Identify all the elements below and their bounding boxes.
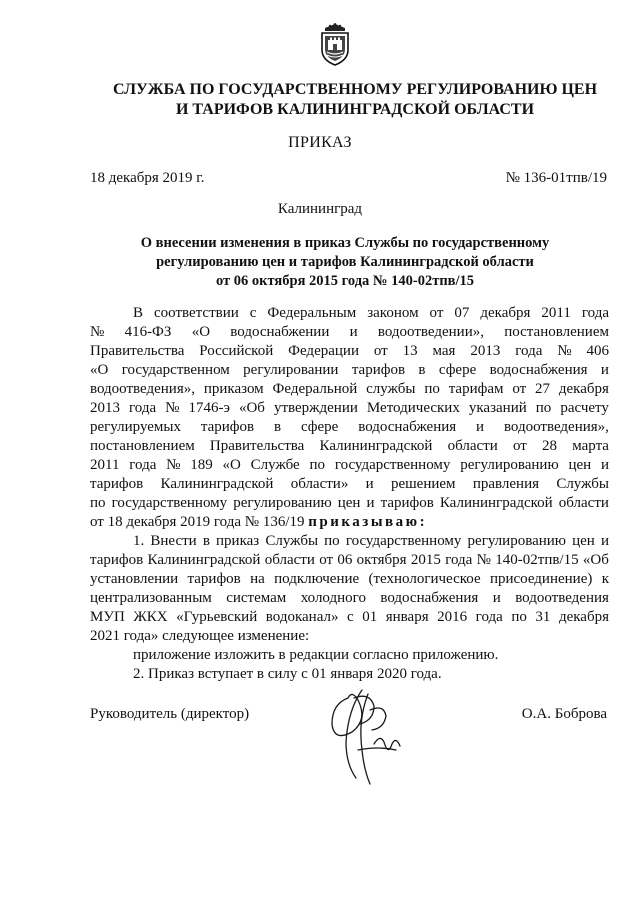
word: утверждении [273,400,358,416]
word: и [366,495,375,511]
word: 2011 [541,305,571,321]
document-subject [80,234,610,291]
organization-name [60,80,640,120]
word: тарифов [200,419,255,435]
word: цен [572,533,595,549]
word: правления [472,476,540,492]
document-date: 18 декабря 2019 г. [90,170,205,186]
word: государственном [121,362,230,378]
word: «О [191,324,211,340]
word: водоотведения», [90,381,195,397]
word: 1746-э [188,400,230,416]
signer-title: Руководитель (директор) [90,706,250,722]
word: водоотведения [515,590,609,606]
p2-lines-line [90,551,609,570]
word: присоединение) [489,571,593,587]
p1-lines-line [90,304,609,323]
coat-of-arms-emblem [318,22,352,66]
paragraph-basis-last-line [90,513,609,532]
word: 189 [190,457,213,473]
change-text: приложение изложить в редакции согласно приложению. [133,647,499,663]
word: сфере [300,419,339,435]
word: мая [432,343,456,359]
word: цен [568,457,592,473]
word: и [476,419,485,435]
word: «Гурьевский [176,609,258,625]
word: № [165,400,180,416]
word: и [600,457,609,473]
order-word: приказываю: [308,514,428,530]
word: указаний [468,400,527,416]
org-line-1: СЛУЖБА ПО ГОСУДАРСТВЕННОМУ РЕГУЛИРОВАНИЮ ЦЕН [112,81,598,98]
word: тарифам [448,381,504,397]
word: Калининградской [439,495,553,511]
word: и [349,324,358,340]
word: «Об [238,400,265,416]
word: 28 [542,438,558,454]
word: 2011 [90,457,120,473]
item-2-text: 2. Приказ вступает в силу с 01 января 2020 года. [133,666,442,682]
word: и [600,362,609,378]
item-1-last-text: 2021 года» следующее изменение: [90,628,310,644]
word: расчету [560,400,609,416]
subject-line-1: О внесении изменения в приказ Службы по государственному [140,235,550,251]
word: 2016 [437,609,468,625]
document-type: ПРИКАЗ [288,134,352,151]
p1-lines-line [90,323,609,342]
p1-lines-line [90,456,609,475]
word: декабря [480,305,531,321]
word: Федеральным [267,305,357,321]
word: Внести [150,533,197,549]
word: по [511,609,527,625]
p2-lines-line [90,589,609,608]
handwritten-signature [318,680,428,790]
p1-lines-line [90,437,609,456]
word: законом [367,305,419,321]
word: от [512,438,527,454]
word: водоканал» [265,609,339,625]
word: В [133,305,144,321]
word: по [424,381,440,397]
word: соответствии [154,305,239,321]
item-1-change-text [90,646,609,665]
paragraph-basis [90,304,609,513]
word: тарифов [351,362,406,378]
word: Службе [250,457,300,473]
p1-lines-line [90,342,609,361]
word: цен [337,495,361,511]
word: подключение [274,571,360,587]
word: по [309,457,326,473]
org-line-2: И ТАРИФОВ КАЛИНИНГРАДСКОЙ ОБЛАСТИ [175,101,535,118]
word: водоснабжения [380,590,479,606]
word: тарифов [90,476,144,492]
word: области» [290,476,349,492]
word: № [90,324,105,340]
word: 1. [133,533,145,549]
p1-lines-line [90,418,609,437]
word: государственному [334,457,451,473]
word: водоснабжении [230,324,330,340]
word: 31 [535,609,551,625]
word: по [535,400,552,416]
subject-line-2: регулированию цен и тарифов Калининградской области [156,254,534,270]
p2-lines-line [90,532,609,551]
word: водоснабжения [489,362,588,378]
word: № [166,457,181,473]
word: решением [390,476,456,492]
word: № [557,343,572,359]
subject-line-3: от 06 октября 2015 года № 140-02тпв/15 [215,273,475,289]
word: установлении [90,571,179,587]
word: ЖКХ [133,609,168,625]
word: от [373,343,388,359]
word: 07 [454,305,470,321]
word: 406 [586,343,609,359]
word: 01 [362,609,378,625]
word: Правительства [209,438,305,454]
word: Федеральной [272,381,358,397]
word: года [581,305,609,321]
word: области [264,552,315,568]
word: водоотведения», [503,419,609,435]
word: в [273,419,282,435]
word: года [129,457,157,473]
word: 2013 [90,400,120,416]
word: № [476,552,491,568]
word: по [324,533,340,549]
word: 2013 [470,343,501,359]
word: холодного [300,590,366,606]
word: и [492,590,501,606]
word: государственному [345,533,462,549]
word: от [429,305,444,321]
word: тарифов [380,495,434,511]
word: января [385,609,429,625]
word: Правительства [90,343,185,359]
word: водоснабжения [358,419,457,435]
word: регулированию [233,495,332,511]
word: регулированию [460,457,559,473]
word: тарифов [187,571,241,587]
word: и [600,533,609,549]
p2-lines-line [90,608,609,627]
document-city: Калининград [277,201,363,217]
paragraph-item-1 [90,532,609,627]
word: «О [90,362,109,378]
word: Федерации [288,343,359,359]
word: года [475,609,503,625]
word: (технологическое [368,571,481,587]
word: в [418,362,426,378]
word: Калининградской [147,552,261,568]
p1-lines-line [90,361,609,380]
word: Российской [199,343,274,359]
word: постановлением [90,438,195,454]
word: «Об [582,552,609,568]
word: регулированию [467,533,566,549]
word: от [512,381,527,397]
p1-lines-line [90,399,609,418]
word: на [250,571,265,587]
word: водоотведении», [377,324,484,340]
word: с [347,609,354,625]
word: государственному [111,495,228,511]
word: года [515,343,543,359]
p1-lines-line [90,494,609,513]
p1-lines-line [90,380,609,399]
document-body [90,304,609,684]
word: по [90,495,106,511]
word: централизованным [90,590,212,606]
word: к [601,571,609,587]
word: года [445,552,473,568]
word: 06 [337,552,353,568]
word: в [202,533,210,549]
word: системам [226,590,287,606]
word: регулировании [243,362,339,378]
word: «О [222,457,241,473]
word: Калининградской [160,476,274,492]
word: с [249,305,257,321]
document-number: № 136-01тпв/19 [505,170,607,186]
word: Службы [556,476,609,492]
word: 416-ФЗ [124,324,172,340]
word: приказ [216,533,260,549]
word: Службы [265,533,319,549]
word: регулируемых [90,419,181,435]
word: и [365,476,374,492]
word: 140-02тпв/15 [495,552,579,568]
word: области [558,495,609,511]
word: приказом [203,381,264,397]
word: Методических [366,400,460,416]
word: области [447,438,498,454]
signer-name: О.А. Боброва [521,706,607,722]
item-1-last-line [90,627,609,646]
word: тарифов [90,552,144,568]
word: октября [356,552,407,568]
word: от [319,552,334,568]
p2-lines-line [90,570,609,589]
word: марта [572,438,609,454]
word: 13 [402,343,418,359]
word: сфере [438,362,477,378]
word: постановлением [504,324,609,340]
word: декабря [558,609,609,625]
word: декабря [558,381,609,397]
word: службы [366,381,416,397]
p1-lines-line [90,475,609,494]
word: Калининградской [319,438,433,454]
word: 2015 [410,552,441,568]
word: года [129,400,157,416]
word: МУП [90,609,125,625]
word: 27 [535,381,551,397]
basis-last-text: от 18 декабря 2019 года № 136/19 [90,514,305,530]
